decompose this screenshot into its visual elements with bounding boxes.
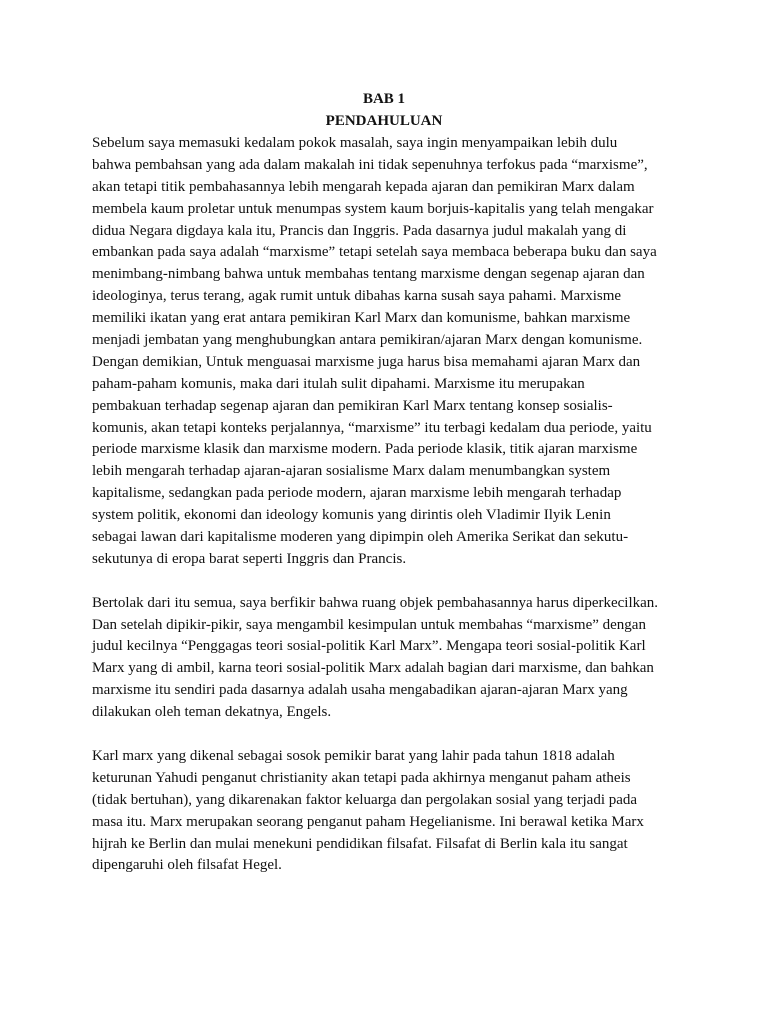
paragraph-2	[92, 593, 692, 724]
text-line: Bertolak dari itu semua, saya berfikir bahwa ruang objek pembahasannya harus diperkecilkan.	[92, 594, 659, 611]
text-line: menjadi jembatan yang menghubungkan antara pemikiran/ajaran Marx dengan komunisme.	[92, 332, 643, 349]
text-line: sekutunya di eropa barat seperti Inggris dan Prancis.	[92, 550, 407, 567]
text-line: embankan pada saya adalah “marxisme” tetapi setelah saya membaca beberapa buku dan saya	[92, 244, 657, 261]
text-line: dilakukan oleh teman dekatnya, Engels.	[92, 704, 332, 721]
text-line: judul kecilnya “Penggagas teori sosial-politik Karl Marx”. Mengapa teori sosial-politik Karl	[92, 638, 646, 655]
text-line: Dengan demikian, Untuk menguasai marxisme juga harus bisa memahami ajaran Marx dan	[92, 353, 641, 370]
text-line: periode marxisme klasik dan marxisme modern. Pada periode klasik, titik ajaran marxisme	[92, 441, 638, 458]
text-line: lebih mengarah terhadap ajaran-ajaran sosialisme Marx dalam menumbangkan system	[92, 463, 611, 480]
text-line: Karl marx yang dikenal sebagai sosok pemikir barat yang lahir pada tahun 1818 adalah	[92, 747, 615, 764]
text-line: membela kaum proletar untuk menumpas system kaum borjuis-kapitalis yang telah mengakar	[92, 200, 654, 217]
text-line: memiliki ikatan yang erat antara pemikiran Karl Marx dan komunisme, bahkan marxisme	[92, 310, 631, 327]
chapter-heading: BAB 1	[362, 91, 406, 107]
text-line: Marx yang di ambil, karna teori sosial-politik Marx adalah bagian dari marxisme, dan bahkan	[92, 660, 654, 677]
text-line: didua Negara digdaya kala itu, Prancis dan Inggris. Pada dasarnya judul makalah yang di	[92, 222, 627, 239]
text-line: komunis, akan tetapi konteks perjalannya, “marxisme” itu terbagi kedalam dua periode, yaitu	[92, 419, 652, 436]
text-line: pembakuan terhadap segenap ajaran dan pemikiran Karl Marx tentang konsep sosialis-	[92, 397, 613, 414]
text-line: system politik, ekonomi dan ideology komunis yang dirintis oleh Vladimir Ilyik Lenin	[92, 507, 611, 524]
paragraph-3	[92, 746, 692, 877]
text-line: (tidak bertuhan), yang dikarenakan faktor keluarga dan pergolakan sosial yang terjadi pada	[92, 791, 638, 808]
paragraph-spacer	[92, 724, 692, 746]
text-line: paham-paham komunis, maka dari itulah sulit dipahami. Marxisme itu merupakan	[92, 375, 585, 392]
text-line: dipengaruhi oleh filsafat Hegel.	[92, 857, 282, 874]
text-line: marxisme itu sendiri pada dasarnya adalah usaha mengabadikan ajaran-ajaran Marx yang	[92, 682, 628, 699]
chapter-title: PENDAHULUAN	[325, 113, 443, 129]
document-body	[92, 133, 692, 877]
text-line: Sebelum saya memasuki kedalam pokok masalah, saya ingin menyampaikan lebih dulu	[92, 135, 618, 151]
text-line: keturunan Yahudi penganut christianity akan tetapi pada akhirnya menganut paham atheis	[92, 769, 631, 786]
text-line: Dan setelah dipikir-pikir, saya mengambil kesimpulan untuk membahas “marxisme” dengan	[92, 616, 646, 633]
text-line: kapitalisme, sedangkan pada periode modern, ajaran marxisme lebih mengarah terhadap	[92, 485, 622, 502]
paragraph-spacer	[92, 571, 692, 593]
text-line: masa itu. Marx merupakan seorang penganut paham Hegelianisme. Ini berawal ketika Marx	[92, 813, 644, 830]
text-line: bahwa pembahsan yang ada dalam makalah ini tidak sepenuhnya terfokus pada “marxisme”,	[92, 156, 648, 173]
paragraph-1	[92, 133, 692, 571]
text-line: akan tetapi titik pembahasannya lebih mengarah kepada ajaran dan pemikiran Marx dalam	[92, 178, 635, 195]
text-line: menimbang-nimbang bahwa untuk membahas tentang marxisme dengan segenap ajaran dan	[92, 266, 645, 283]
text-line: ideologinya, terus terang, agak rumit untuk dibahas karna susah saya pahami. Marxisme	[92, 288, 622, 305]
text-line: sebagai lawan dari kapitalisme moderen yang dipimpin oleh Amerika Serikat dan sekutu-	[92, 529, 629, 546]
text-line: hijrah ke Berlin dan mulai menekuni pendidikan filsafat. Filsafat di Berlin kala itu sangat	[92, 835, 628, 852]
